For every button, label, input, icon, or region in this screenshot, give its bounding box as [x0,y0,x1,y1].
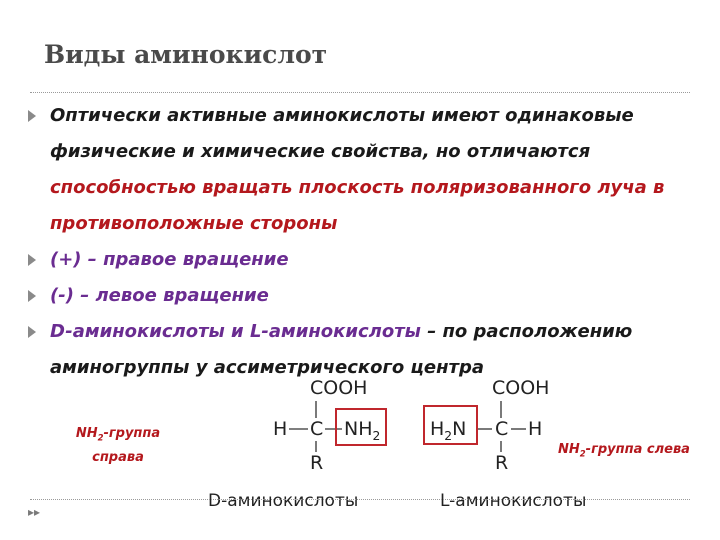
d-nh-sub: 2 [372,428,381,443]
l-h2n-box [424,406,477,444]
l-r: R [495,452,509,474]
l-h2n-sub: 2 [444,428,453,443]
d-h: H [273,418,288,440]
caption-text: -группа слева [585,442,690,457]
bullet-highlight: способностью вращать плоскость поляризованного луча в противоположные стороны [50,177,665,234]
l-h: H [528,418,543,440]
caption-text: NH [558,442,580,457]
bullet-text: Оптически активные аминокислоты имеют одинаковые физические и химические свойства, но отличаются [50,105,634,162]
slide-nav-icon: ▸▸ [28,505,41,519]
bullet-text: -аминокислоты и [65,321,250,342]
d-r: R [310,452,324,474]
bullet-text: -аминокислоты [261,321,421,342]
bullet-text: – по расположению аминогруппы у ассиметрического центра [50,321,633,378]
bullet-text: (-) – левое вращение [50,285,269,306]
l-h2n-h: H [430,418,445,440]
caption-text: -группа [103,426,161,441]
d-letter: D [50,321,66,342]
d-nh: NH [344,418,373,440]
l-label: L-аминокислоты [440,491,587,511]
l-c: C [495,418,509,440]
slide-title: Виды аминокислот [44,40,328,69]
bottom-divider [30,499,690,500]
caption-sub: 2 [579,448,586,459]
caption-sub: 2 [97,432,104,443]
d-c: C [310,418,324,440]
bullet-text: (+) – правое вращение [50,249,289,270]
d-nh2-box [336,409,386,445]
l-letter: L [249,321,262,342]
l-cooh: COOH [492,377,550,399]
d-label: D-аминокислоты [208,491,359,511]
d-cooh: COOH [310,377,368,399]
caption-text: NH [75,426,98,441]
l-h2n-n: N [452,418,467,440]
caption-text: справа [92,449,144,465]
